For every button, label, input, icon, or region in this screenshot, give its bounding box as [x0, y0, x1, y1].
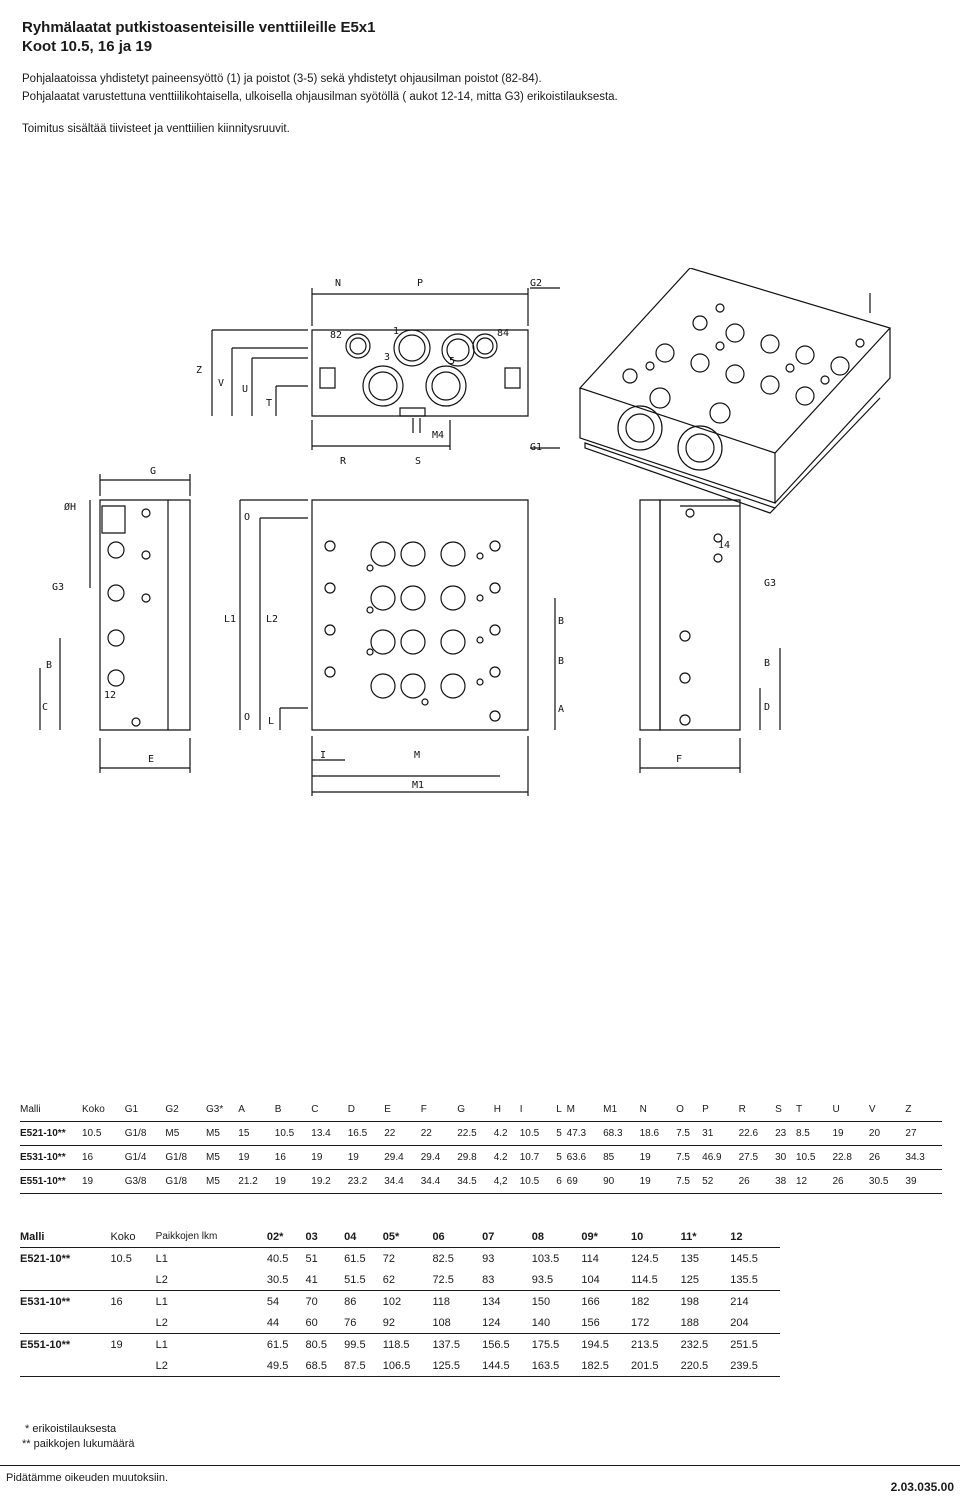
len-cell: 239.5	[730, 1355, 780, 1377]
isometric-view	[530, 268, 890, 513]
len-cell: 175.5	[531, 1338, 560, 1351]
dim-cell: 22.8	[832, 1146, 868, 1170]
dim-cell: 26	[869, 1146, 905, 1170]
dim-cell: E551-10**	[20, 1170, 82, 1194]
table-row	[20, 1355, 780, 1377]
len-cell: 108	[432, 1312, 482, 1334]
dim-header: D	[348, 1098, 384, 1122]
len-cell: 62	[383, 1269, 433, 1291]
dim-header: O	[676, 1098, 702, 1122]
len-cell: 124.5	[631, 1252, 659, 1265]
label-r: R	[340, 456, 347, 467]
len-cell: 30.5	[267, 1269, 306, 1291]
dim-cell: 18.6	[640, 1122, 676, 1146]
label-port-14: 14	[718, 540, 731, 551]
label-i: I	[320, 750, 327, 761]
len-cell: 114.5	[631, 1269, 681, 1291]
len-cell: 201.5	[631, 1355, 681, 1377]
len-label: L1	[155, 1338, 168, 1351]
len-cell: 87.5	[344, 1355, 383, 1377]
dim-cell: 23.2	[348, 1170, 384, 1194]
label-l: L	[268, 716, 275, 727]
len-header: 03	[306, 1226, 345, 1248]
len-size-empty	[110, 1269, 155, 1291]
dim-header: A	[238, 1098, 274, 1122]
len-cell: 54	[266, 1295, 280, 1308]
dim-cell: 30.5	[869, 1170, 905, 1194]
dim-cell: G3/8	[125, 1170, 166, 1194]
dim-cell: 4,2	[494, 1170, 520, 1194]
label-h: ØH	[64, 502, 77, 513]
len-cell: 220.5	[681, 1355, 731, 1377]
dim-cell: M5	[206, 1170, 238, 1194]
dim-header: C	[311, 1098, 347, 1122]
len-header: 06	[432, 1226, 482, 1248]
dim-cell: 10.5	[520, 1170, 556, 1194]
len-model-empty	[20, 1355, 110, 1377]
table-row	[20, 1146, 942, 1170]
dim-cell: 31	[702, 1122, 738, 1146]
side-view-right	[640, 500, 780, 773]
footnotes	[22, 1422, 135, 1452]
dim-header: G2	[165, 1098, 206, 1122]
top-view	[240, 500, 555, 796]
label-l1: L1	[224, 614, 237, 625]
len-cell: 125	[681, 1269, 731, 1291]
dim-header: R	[739, 1098, 775, 1122]
len-header: 09*	[581, 1226, 631, 1248]
intro-paragraph-3: Toimitus sisältää tiivisteet ja venttiilien kiinnitysruuvit.	[22, 123, 290, 135]
len-cell: 99.5	[344, 1338, 366, 1351]
dim-cell: G1/4	[125, 1146, 166, 1170]
len-cell: 61.5	[344, 1252, 366, 1265]
dim-cell: 22.6	[739, 1122, 775, 1146]
dim-cell: 27	[905, 1122, 942, 1146]
len-label: L2	[156, 1312, 267, 1334]
dim-cell: M5	[206, 1122, 238, 1146]
dim-cell: 12	[796, 1170, 832, 1194]
dim-cell: 22	[421, 1122, 457, 1146]
table-row	[20, 1170, 942, 1194]
dim-header: G1	[125, 1098, 166, 1122]
len-size-empty	[110, 1312, 155, 1334]
title-line-2: Koot 10.5, 16 ja 19	[22, 38, 153, 55]
len-header: 07	[482, 1226, 532, 1248]
dim-cell: 7.5	[676, 1146, 702, 1170]
dim-cell: E521-10**	[20, 1122, 82, 1146]
len-label: L2	[156, 1269, 267, 1291]
dim-cell: 29.8	[457, 1146, 493, 1170]
label-v: V	[218, 378, 225, 389]
dim-cell: 19	[348, 1146, 384, 1170]
dim-header: S	[775, 1098, 796, 1122]
label-port-3: 3	[384, 352, 391, 363]
dim-header: F	[421, 1098, 457, 1122]
intro-paragraph-2: Pohjalaatat varustettuna venttiilikohtaisella, ulkoisella ohjausilman syötöllä ( aukot 12-14, mitta G3) erikoistilauksesta.	[22, 91, 618, 103]
len-model: E521-10**	[20, 1252, 71, 1265]
len-header: 11*	[681, 1226, 731, 1248]
table-row	[20, 1334, 780, 1356]
len-header: 10	[631, 1226, 681, 1248]
len-header: Malli	[20, 1226, 110, 1248]
label-a: A	[558, 704, 565, 715]
table-row	[20, 1269, 780, 1291]
dim-cell: 19	[275, 1170, 311, 1194]
label-f: F	[676, 754, 683, 765]
len-cell: 232.5	[680, 1338, 709, 1351]
label-p: P	[417, 278, 424, 289]
dim-cell: 85	[603, 1146, 639, 1170]
len-model-empty	[20, 1312, 110, 1334]
dim-cell: 29.4	[384, 1146, 420, 1170]
dim-header: B	[275, 1098, 311, 1122]
len-header: 12	[730, 1226, 780, 1248]
len-cell: 92	[383, 1312, 433, 1334]
label-g: G	[150, 466, 157, 477]
len-cell: 93	[482, 1252, 495, 1265]
dim-cell: 5	[556, 1146, 566, 1170]
dim-cell: G1/8	[165, 1170, 206, 1194]
dim-cell: 63.6	[567, 1146, 603, 1170]
dim-cell: 19	[640, 1170, 676, 1194]
len-cell: 76	[344, 1312, 383, 1334]
technical-drawing	[0, 268, 960, 798]
len-cell: 137.5	[432, 1338, 460, 1351]
dim-header: N	[640, 1098, 676, 1122]
label-m4: M4	[432, 430, 445, 441]
len-size-empty	[110, 1355, 155, 1377]
label-b-top-2: B	[558, 656, 565, 667]
label-g3-right: G3	[764, 578, 777, 589]
dim-cell: 16.5	[348, 1122, 384, 1146]
dim-header: Z	[905, 1098, 942, 1122]
len-cell: 125.5	[432, 1355, 482, 1377]
len-cell: 145.5	[730, 1252, 758, 1265]
footnote-station-count: ** paikkojen lukumäärä	[22, 1438, 135, 1450]
len-cell: 150	[531, 1295, 551, 1308]
len-cell: 83	[482, 1269, 532, 1291]
dim-cell: 69	[567, 1170, 603, 1194]
dim-header: M1	[603, 1098, 639, 1122]
label-z: Z	[196, 365, 203, 376]
len-cell: 118.5	[382, 1338, 410, 1351]
len-cell: 156	[581, 1312, 631, 1334]
label-g1: G1	[530, 442, 543, 453]
table-row	[20, 1291, 780, 1313]
dim-cell: 22	[384, 1122, 420, 1146]
len-cell: 251.5	[730, 1338, 758, 1351]
table-row	[20, 1122, 942, 1146]
dim-header: H	[494, 1098, 520, 1122]
dim-cell: 4.2	[494, 1122, 520, 1146]
dim-cell: 7.5	[676, 1122, 702, 1146]
intro-text	[22, 70, 942, 138]
dim-header: M	[567, 1098, 603, 1122]
label-g3-left: G3	[52, 582, 65, 593]
dim-cell: 16	[82, 1146, 125, 1170]
dim-cell: 47.3	[567, 1122, 603, 1146]
len-cell: 135	[680, 1252, 699, 1265]
dim-header: E	[384, 1098, 420, 1122]
len-cell: 72	[382, 1252, 396, 1265]
dim-cell: 34.5	[457, 1170, 493, 1194]
len-cell: 144.5	[482, 1355, 532, 1377]
dim-header: V	[869, 1098, 905, 1122]
label-e: E	[148, 754, 155, 765]
len-cell: 60	[306, 1312, 345, 1334]
len-model: E531-10**	[20, 1295, 71, 1308]
len-cell: 93.5	[532, 1269, 582, 1291]
len-cell: 182	[631, 1295, 650, 1308]
label-port-12: 12	[104, 690, 117, 701]
len-cell: 135.5	[730, 1269, 780, 1291]
dim-cell: 20	[869, 1122, 905, 1146]
dim-header: I	[520, 1098, 556, 1122]
dim-cell: 10.5	[520, 1122, 556, 1146]
label-g2: G2	[530, 278, 543, 289]
len-header: Paikkojen lkm	[156, 1226, 267, 1248]
front-view	[212, 288, 528, 450]
len-cell: 214	[730, 1295, 749, 1308]
dim-cell: 23	[775, 1122, 796, 1146]
dim-cell: 68.3	[603, 1122, 639, 1146]
label-m1: M1	[412, 780, 425, 791]
len-cell: 124	[482, 1312, 532, 1334]
len-cell: 61.5	[266, 1338, 289, 1351]
table-row	[20, 1312, 780, 1334]
label-s: S	[415, 456, 422, 467]
dim-header: Malli	[20, 1098, 82, 1122]
dim-cell: M5	[206, 1146, 238, 1170]
label-t: T	[266, 398, 273, 409]
label-o-bottom: O	[244, 712, 251, 723]
dim-cell: 5	[556, 1122, 566, 1146]
label-l2: L2	[266, 614, 279, 625]
label-port-5: 5	[449, 356, 456, 367]
len-cell: 156.5	[482, 1338, 510, 1351]
len-header: 08	[532, 1226, 582, 1248]
len-label: L1	[155, 1295, 168, 1308]
dim-cell: 90	[603, 1170, 639, 1194]
dim-cell: 38	[775, 1170, 796, 1194]
dim-cell: 19	[82, 1170, 125, 1194]
len-label: L2	[156, 1355, 267, 1377]
len-size: 19	[110, 1338, 123, 1351]
dim-cell: 19	[640, 1146, 676, 1170]
dim-cell: 22.5	[457, 1122, 493, 1146]
len-cell: 194.5	[581, 1338, 609, 1351]
title-line-1: Ryhmälaatat putkistoasenteisille venttiileille E5x1	[22, 19, 376, 36]
len-cell: 72.5	[432, 1269, 482, 1291]
len-cell: 163.5	[532, 1355, 582, 1377]
footer-divider	[0, 1465, 960, 1466]
len-cell: 51	[305, 1252, 318, 1265]
footer-disclaimer: Pidätämme oikeuden muutoksiin.	[6, 1472, 169, 1484]
dim-header: U	[832, 1098, 868, 1122]
len-size: 16	[110, 1295, 123, 1308]
dim-cell: 10.5	[275, 1122, 311, 1146]
len-cell: 102	[382, 1295, 402, 1308]
len-cell: 44	[267, 1312, 306, 1334]
len-cell: 118	[432, 1295, 450, 1308]
len-cell: 182.5	[581, 1355, 631, 1377]
len-cell: 103.5	[531, 1252, 560, 1265]
dim-cell: 10.7	[520, 1146, 556, 1170]
dim-cell: 10.5	[82, 1122, 125, 1146]
dim-cell: 26	[739, 1170, 775, 1194]
intro-paragraph-1: Pohjalaatoissa yhdistetyt paineensyöttö (1) ja poistot (3-5) sekä yhdistetyt ohjausilman poistot (82-84).	[22, 73, 542, 85]
label-port-84: 84	[497, 328, 510, 339]
dim-cell: G1/8	[125, 1122, 166, 1146]
len-cell: 213.5	[631, 1338, 659, 1351]
dim-cell: 8.5	[796, 1122, 832, 1146]
len-model-empty	[20, 1269, 110, 1291]
label-u: U	[242, 384, 249, 395]
dim-header: Koko	[82, 1098, 125, 1122]
dimensions-table	[20, 1098, 942, 1194]
label-o-top: O	[244, 512, 251, 523]
footnote-special-order: * erikoistilauksesta	[22, 1423, 117, 1435]
len-cell: 51.5	[344, 1269, 383, 1291]
lengths-header-row	[20, 1226, 780, 1248]
dim-cell: G1/8	[165, 1146, 206, 1170]
dim-header: T	[796, 1098, 832, 1122]
table-row	[20, 1248, 780, 1270]
dim-cell: 52	[702, 1170, 738, 1194]
len-cell: 40.5	[266, 1252, 289, 1265]
lengths-table	[20, 1226, 780, 1377]
dim-cell: 39	[905, 1170, 942, 1194]
len-cell: 106.5	[383, 1355, 433, 1377]
len-cell: 49.5	[267, 1355, 306, 1377]
dim-cell: 6	[556, 1170, 566, 1194]
len-cell: 140	[532, 1312, 582, 1334]
dim-cell: 4.2	[494, 1146, 520, 1170]
dim-cell: 34.4	[384, 1170, 420, 1194]
dim-cell: 7.5	[676, 1170, 702, 1194]
len-size: 10.5	[110, 1252, 132, 1265]
dim-cell: M5	[165, 1122, 206, 1146]
dim-cell: E531-10**	[20, 1146, 82, 1170]
dim-cell: 19	[832, 1122, 868, 1146]
len-cell: 188	[681, 1312, 731, 1334]
dim-header: G	[457, 1098, 493, 1122]
side-view-left	[40, 474, 190, 773]
dim-cell: 16	[275, 1146, 311, 1170]
dim-cell: 34.4	[421, 1170, 457, 1194]
label-port-1: 1	[393, 326, 400, 337]
label-c: C	[42, 702, 49, 713]
len-cell: 104	[581, 1269, 631, 1291]
dim-header: P	[702, 1098, 738, 1122]
len-header: 05*	[383, 1226, 433, 1248]
dimensions-header-row	[20, 1098, 942, 1122]
dim-cell: 27.5	[739, 1146, 775, 1170]
dim-cell: 34.3	[905, 1146, 942, 1170]
len-cell: 172	[631, 1312, 681, 1334]
label-n: N	[335, 278, 342, 289]
len-model: E551-10**	[20, 1338, 71, 1351]
label-port-82: 82	[330, 330, 343, 341]
dim-header: G3*	[206, 1098, 238, 1122]
dim-cell: 29.4	[421, 1146, 457, 1170]
label-m: M	[414, 750, 421, 761]
dim-cell: 19	[238, 1146, 274, 1170]
len-cell: 114	[581, 1252, 599, 1265]
len-cell: 204	[730, 1312, 780, 1334]
label-b-left: B	[46, 660, 53, 671]
label-b-right: B	[764, 658, 771, 669]
dim-cell: 10.5	[796, 1146, 832, 1170]
len-label: L1	[155, 1252, 168, 1265]
len-cell: 134	[482, 1295, 501, 1308]
len-cell: 166	[581, 1295, 600, 1308]
len-header: 02*	[267, 1226, 306, 1248]
label-d: D	[764, 702, 771, 713]
dim-header: L	[556, 1098, 566, 1122]
len-cell: 41	[306, 1269, 345, 1291]
dim-cell: 19.2	[311, 1170, 347, 1194]
dim-cell: 15	[238, 1122, 274, 1146]
len-header: Koko	[110, 1226, 155, 1248]
dim-cell: 26	[832, 1170, 868, 1194]
dim-cell: 21.2	[238, 1170, 274, 1194]
len-cell: 86	[344, 1295, 357, 1308]
page-number: 2.03.035.00	[890, 1480, 954, 1494]
len-cell: 198	[680, 1295, 699, 1308]
dim-cell: 19	[311, 1146, 347, 1170]
len-cell: 68.5	[306, 1355, 345, 1377]
page-title	[22, 18, 375, 56]
len-header: 04	[344, 1226, 383, 1248]
dim-cell: 30	[775, 1146, 796, 1170]
label-b-top: B	[558, 616, 565, 627]
len-cell: 70	[305, 1295, 318, 1308]
len-cell: 82.5	[432, 1252, 454, 1265]
len-cell: 80.5	[305, 1338, 327, 1351]
dim-cell: 46.9	[702, 1146, 738, 1170]
dim-cell: 13.4	[311, 1122, 347, 1146]
